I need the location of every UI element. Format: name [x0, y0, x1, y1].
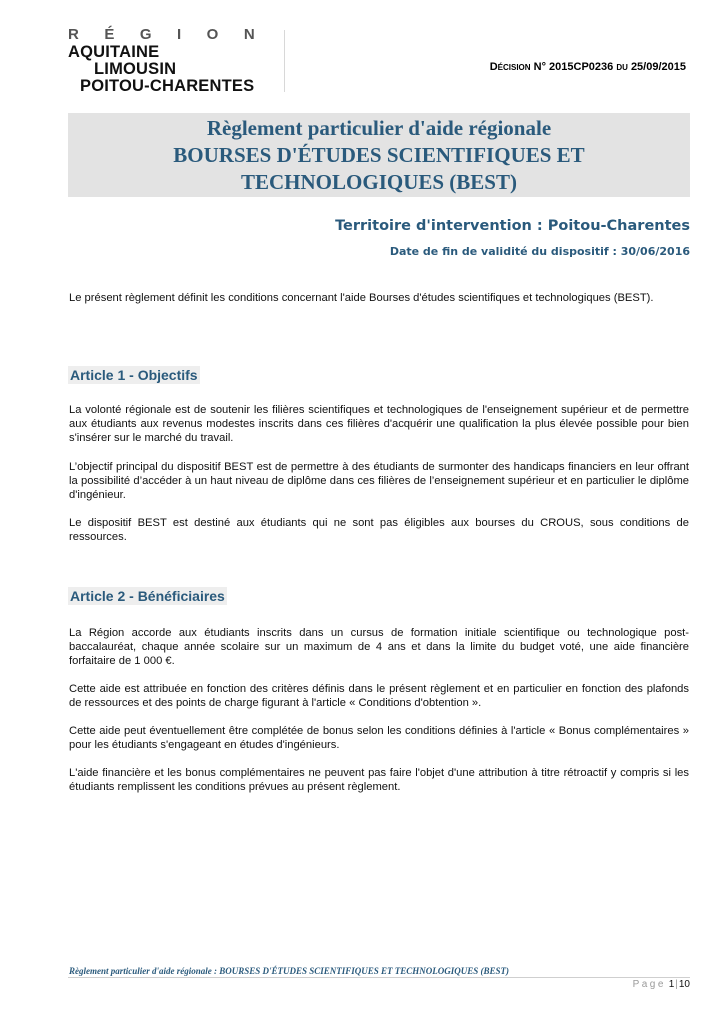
logo-divider — [284, 30, 285, 92]
logo-poitou-charentes: POITOU-CHARENTES — [80, 77, 255, 95]
title-line-2: BOURSES D'ÉTUDES SCIENTIFIQUES ET — [173, 143, 585, 167]
logo-aquitaine: AQUITAINE — [68, 43, 160, 61]
article-2-paragraph-3: Cette aide peut éventuellement être complétée de bonus selon les conditions définies à l'article « Bonus complémentaires » pour les étudiants s'engageant en études d'ingénieurs. — [69, 725, 689, 751]
decision-du: du — [616, 61, 628, 73]
title-line-3: TECHNOLOGIQUES (BEST) — [241, 170, 517, 194]
territoire-intervention: Territoire d'intervention : Poitou-Charentes — [335, 218, 690, 234]
decision-prefix: Décision — [489, 61, 531, 73]
document-title-box — [68, 113, 690, 197]
decision-reference — [490, 61, 686, 73]
decision-number: N° 2015CP0236 — [533, 61, 614, 73]
article-2-paragraph-4: L'aide financière et les bonus complémentaires ne peuvent pas faire l'objet d'une attribution à titre rétroactif y compris si les étudiants remplissent les conditions prévues au présent règlement. — [69, 767, 689, 793]
article-2-heading: Article 2 - Bénéficiaires — [70, 588, 225, 604]
region-logo — [54, 26, 286, 94]
page-number: Page 1|10 — [632, 979, 690, 990]
page-current: 1 — [668, 979, 675, 990]
article-1-heading: Article 1 - Objectifs — [70, 367, 198, 383]
page-total: 10 — [678, 979, 690, 990]
article-2-paragraph-1: La Région accorde aux étudiants inscrits dans un cursus de formation initiale scientifique ou technologique post-baccalauréat, chaque année scolaire sur un maximum de 4 ans et dans la limite du budget voté, une aide financière forfaitaire de 1 000 €. — [69, 627, 689, 667]
date-fin-validite: Date de fin de validité du dispositif : 30/06/2016 — [389, 245, 690, 258]
footer-document-title: Règlement particulier d'aide régionale : BOURSES D'ÉTUDES SCIENTIFIQUES ET TECHNOLOGIQUES (BEST) — [69, 966, 510, 976]
article-1-paragraph-2: L’objectif principal du dispositif BEST est de permettre à des étudiants de surmonter des handicaps financiers en leur offrant la possibilité d’accéder à un haut niveau de diplôme dans ces filières de l’enseignement supérieur et en particulier le diplôme d'ingénieur. — [69, 461, 689, 501]
article-1-paragraph-1: La volonté régionale est de soutenir les filières scientifiques et technologiques de l'enseignement supérieur et de permettre aux étudiants aux revenus modestes inscrits dans ces filières d'acquérir une qualification la plus élevée possible pour bien s'insérer sur le marché du travail. — [69, 404, 689, 444]
page-word: Page — [632, 979, 666, 990]
logo-region-text: RÉGION — [68, 26, 281, 43]
article-2-paragraph-2: Cette aide est attribuée en fonction des critères définis dans le présent règlement et en particulier en fonction des plafonds de ressources et des points de charge figurant à l'article « Conditions d'obtention ». — [69, 683, 689, 709]
decision-date: 25/09/2015 — [630, 61, 686, 73]
title-line-1: Règlement particulier d'aide régionale — [206, 116, 552, 140]
logo-limousin: LIMOUSIN — [94, 60, 177, 78]
intro-paragraph: Le présent règlement définit les conditions concernant l'aide Bourses d'études scientifiques et technologiques (BEST). — [69, 292, 654, 304]
article-1-paragraph-3: Le dispositif BEST est destiné aux étudiants qui ne sont pas éligibles aux bourses du CROUS, sous conditions de ressources. — [69, 517, 689, 543]
footer-divider — [68, 977, 690, 978]
